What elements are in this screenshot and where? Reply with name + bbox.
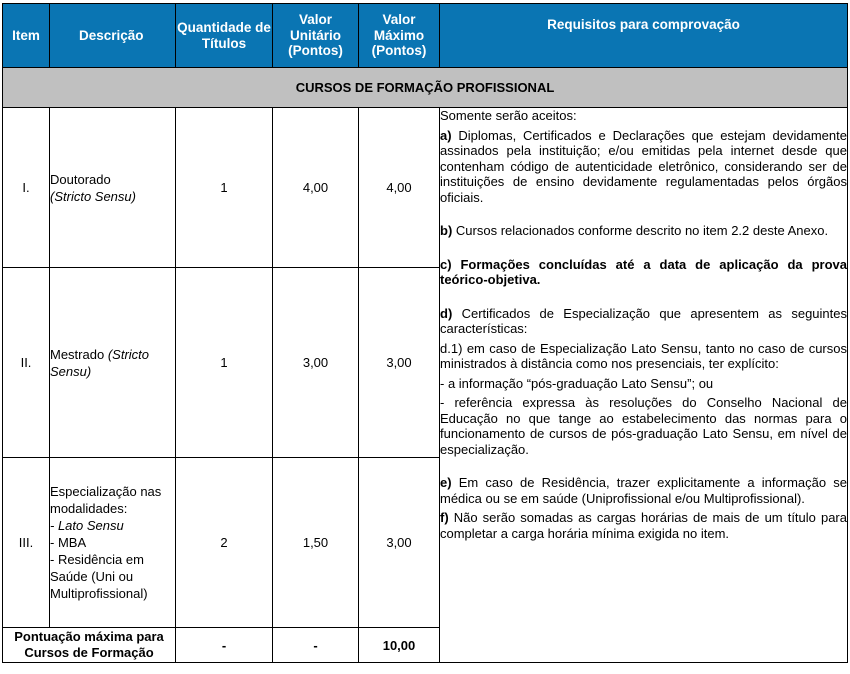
req-b: [440, 223, 847, 239]
req-d-label: d): [440, 305, 453, 321]
requirements-cell: [440, 108, 848, 663]
req-a-label: a): [440, 127, 452, 143]
row-descricao: [50, 268, 176, 458]
row-quantidade: 1: [176, 268, 273, 458]
req-d-text: Certificados de Especialização que apresentem as seguintes características:: [440, 305, 847, 336]
req-d1: d.1) em caso de Especialização Lato Sensu, tanto no caso de cursos ministrados à distância como nos presenciais, ter explícito:: [440, 340, 847, 371]
row-valor-maximo: 3,00: [359, 458, 440, 628]
row-item: I.: [3, 108, 50, 268]
footer-valor-maximo: 10,00: [359, 628, 440, 663]
row-quantidade: 1: [176, 108, 273, 268]
req-f-label: f): [440, 510, 449, 525]
row-valor-unitario: 4,00: [273, 108, 359, 268]
req-c: c) Formações concluídas até a data de aplicação da prova teórico-objetiva.: [440, 256, 847, 287]
desc-line: - Lato Sensu: [50, 518, 124, 533]
row-item: III.: [3, 458, 50, 628]
desc-italic: (Stricto Sensu): [50, 346, 149, 379]
header-descricao: Descrição: [50, 4, 176, 68]
row-valor-unitario: 3,00: [273, 268, 359, 458]
req-a: [440, 128, 847, 206]
req-b-text: Cursos relacionados conforme descrito no item 2.2 deste Anexo.: [455, 223, 829, 238]
row-quantidade: 2: [176, 458, 273, 628]
footer-valor-unitario: -: [273, 628, 359, 663]
desc-italic: (Stricto Sensu): [50, 188, 136, 204]
section-row: [3, 68, 848, 108]
row-valor-maximo: 4,00: [359, 108, 440, 268]
req-e-label: e): [440, 475, 452, 490]
desc-line: Especialização nas modalidades:: [50, 484, 162, 516]
desc-line: - MBA: [50, 535, 87, 550]
footer-quantidade: -: [176, 628, 273, 663]
req-a-text: Diplomas, Certificados e Declarações que estejam devidamente assinados pela instituição; e/ou emitidas pela internet desde que contenham código de autenticidade eletrônico, considerando ser de instituições de ensino devidamente regulamentadas pelos órgãos oficiais.: [440, 127, 847, 205]
desc-main: Mestrado: [50, 346, 105, 362]
req-f: [440, 510, 847, 541]
req-d1-a: - a informação “pós-graduação Lato Sensu”; ou: [440, 375, 714, 391]
table-row: [3, 108, 848, 268]
req-f-text: Não serão somadas as cargas horárias de mais de um título para completar a carga horária mínima exigida no item.: [440, 510, 847, 541]
row-valor-unitario: 1,50: [273, 458, 359, 628]
section-title: CURSOS DE FORMAÇÃO PROFISSIONAL: [295, 80, 555, 95]
header-item: Item: [3, 4, 50, 68]
desc-main: Doutorado: [50, 171, 111, 187]
row-valor-maximo: 3,00: [359, 268, 440, 458]
desc-line: - Residência em Saúde (Uni ou Multiprofissional): [50, 552, 148, 601]
header-requisitos: Requisitos para comprovação: [440, 4, 848, 68]
req-e-text: Em caso de Residência, trazer explicitamente a informação se médica ou se em saúde (Uniprofissional e/ou Multiprofissional).: [440, 475, 847, 506]
header-valor-maximo: Valor Máximo (Pontos): [359, 4, 440, 68]
scoring-table: [2, 3, 848, 663]
header-quantidade: Quantidade de Títulos: [176, 4, 273, 68]
req-d1-b: - referência expressa às resoluções do Conselho Nacional de Educação no que tange ao estabelecimento das normas para o funcionamento de cursos de pós-graduação Lato Sensu, em nível de especialização.: [440, 395, 847, 457]
req-b-label: b): [440, 223, 453, 238]
row-descricao: [50, 458, 176, 628]
req-e: [440, 475, 847, 506]
row-descricao: [50, 108, 176, 268]
footer-label: Pontuação máxima para Cursos de Formação: [3, 628, 176, 663]
req-intro: Somente serão aceitos:: [440, 108, 577, 123]
header-valor-unitario: Valor Unitário (Pontos): [273, 4, 359, 68]
row-item: II.: [3, 268, 50, 458]
req-d: [440, 306, 847, 337]
